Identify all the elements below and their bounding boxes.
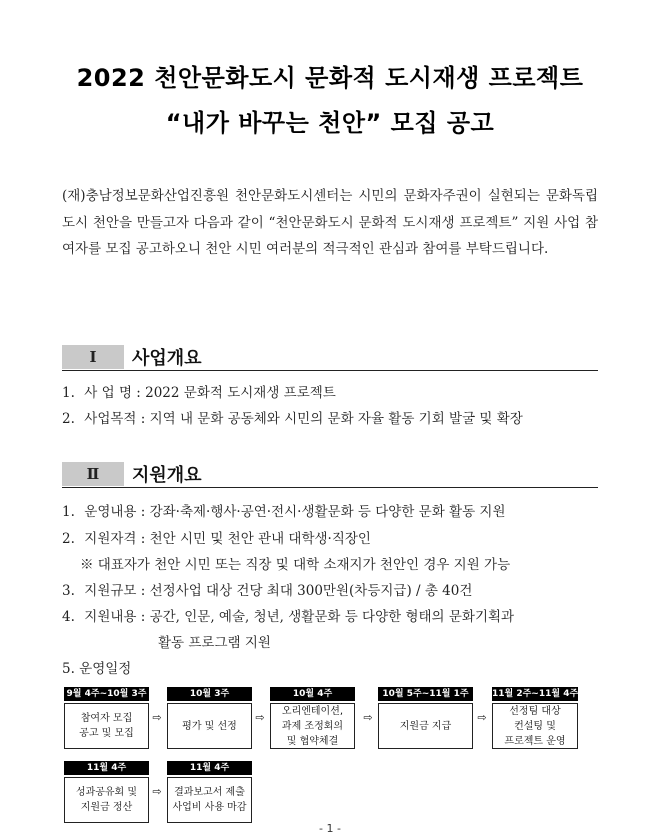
- section-2-item: [62, 605, 602, 625]
- item-number: 2.: [62, 531, 75, 547]
- item-text: 사 업 명 : 2022 문화적 도시재생 프로젝트: [84, 385, 336, 401]
- section-1-header: [62, 345, 202, 369]
- section-1-item: [62, 381, 602, 401]
- schedule-step: [270, 687, 355, 749]
- page-subtitle: “내가 바꾸는 천안” 모집 공고: [165, 109, 495, 137]
- section-2-item: [62, 579, 602, 599]
- schedule-task: 선정팀 대상 컨설팅 및 프로젝트 운영: [492, 703, 578, 749]
- item-number: 4.: [62, 609, 75, 625]
- schedule-date: 11월 4주: [167, 761, 252, 775]
- item-number: 2.: [62, 411, 75, 427]
- schedule-step: [492, 687, 578, 749]
- arrow-right-icon: ⇨: [152, 711, 162, 724]
- arrow-right-icon: ⇨: [152, 785, 162, 798]
- section-1-numeral: Ⅰ: [62, 345, 124, 369]
- section-2-rule: [62, 487, 598, 488]
- schedule-date: 11월 2주~11월 4주: [492, 689, 579, 699]
- section-1-rule: [62, 370, 598, 371]
- page-title: 2022 천안문화도시 문화적 도시재생 프로젝트: [76, 64, 584, 92]
- schedule-task: 성과공유회 및 지원금 정산: [64, 777, 149, 823]
- section-1-item: [62, 407, 602, 427]
- item-text: 운영내용 : 강좌·축제·행사·공연·전시·생활문화 등 다양한 문화 활동 지원: [84, 504, 506, 520]
- arrow-right-icon: ⇨: [255, 711, 265, 724]
- schedule-task: 오리엔테이션, 과제 조정회의 및 협약체결: [270, 703, 355, 749]
- item-number: 3.: [62, 583, 75, 599]
- section-2-item-continued: [158, 631, 660, 651]
- item-text: 지원내용 : 공간, 인문, 예술, 청년, 생활문화 등 다양한 형태의 문화기획과: [84, 609, 515, 625]
- schedule-date: 10월 5주~11월 1주: [378, 687, 473, 701]
- section-2-item: [62, 527, 602, 547]
- section-2-title: 지원개요: [132, 465, 202, 486]
- schedule-label: 5. 운영일정: [62, 661, 132, 677]
- schedule-date: 10월 4주: [270, 687, 355, 701]
- item-text: 활동 프로그램 지원: [158, 635, 271, 651]
- item-number: 1.: [62, 385, 75, 401]
- item-text: 지원규모 : 선정사업 대상 건당 최대 300만원(차등지급) / 총 40건: [84, 583, 473, 599]
- page-number: - 1 -: [319, 822, 341, 835]
- schedule-date: 9월 4주~10월 3주: [64, 687, 149, 701]
- schedule-step: [64, 687, 149, 749]
- arrow-right-icon: ⇨: [363, 711, 373, 724]
- schedule-step: [167, 687, 252, 749]
- note-text: ※ 대표자가 천안 시민 또는 직장 및 대학 소재지가 천안인 경우 지원 가능: [80, 557, 511, 573]
- schedule-task: 결과보고서 제출 사업비 사용 마감: [167, 777, 252, 823]
- item-text: 지원자격 : 천안 시민 및 천안 관내 대학생·직장인: [84, 531, 371, 547]
- schedule-task: 참여자 모집 공고 및 모집: [64, 703, 149, 749]
- section-1-title: 사업개요: [132, 348, 202, 369]
- section-2-item: [62, 500, 602, 520]
- schedule-task: 지원금 지급: [378, 703, 473, 749]
- intro-paragraph: (재)충남정보문화산업진흥원 천안문화도시센터는 시민의 문화자주권이 실현되는 문화독립도시 천안을 만들고자 다음과 같이 “천안문화도시 문화적 도시재생 프로젝트” 지원 사업 참여자를 모집 공고하오니 천안 시민 여러분의 적극적인 관심과 참여를 부탁드립니다.: [62, 188, 598, 257]
- schedule-task: 평가 및 선정: [167, 703, 252, 749]
- arrow-right-icon: ⇨: [477, 711, 487, 724]
- schedule-step: [167, 761, 252, 823]
- schedule-step: [378, 687, 473, 749]
- section-2-header: [62, 462, 202, 486]
- schedule-step: [64, 761, 149, 823]
- section-2-note: [80, 553, 620, 573]
- schedule-date: 10월 3주: [167, 687, 252, 701]
- section-2-numeral: Ⅱ: [62, 462, 124, 486]
- item-text: 사업목적 : 지역 내 문화 공동체와 시민의 문화 자율 활동 기회 발굴 및 확장: [84, 411, 523, 427]
- item-number: 1.: [62, 504, 75, 520]
- schedule-date: 11월 4주: [64, 761, 149, 775]
